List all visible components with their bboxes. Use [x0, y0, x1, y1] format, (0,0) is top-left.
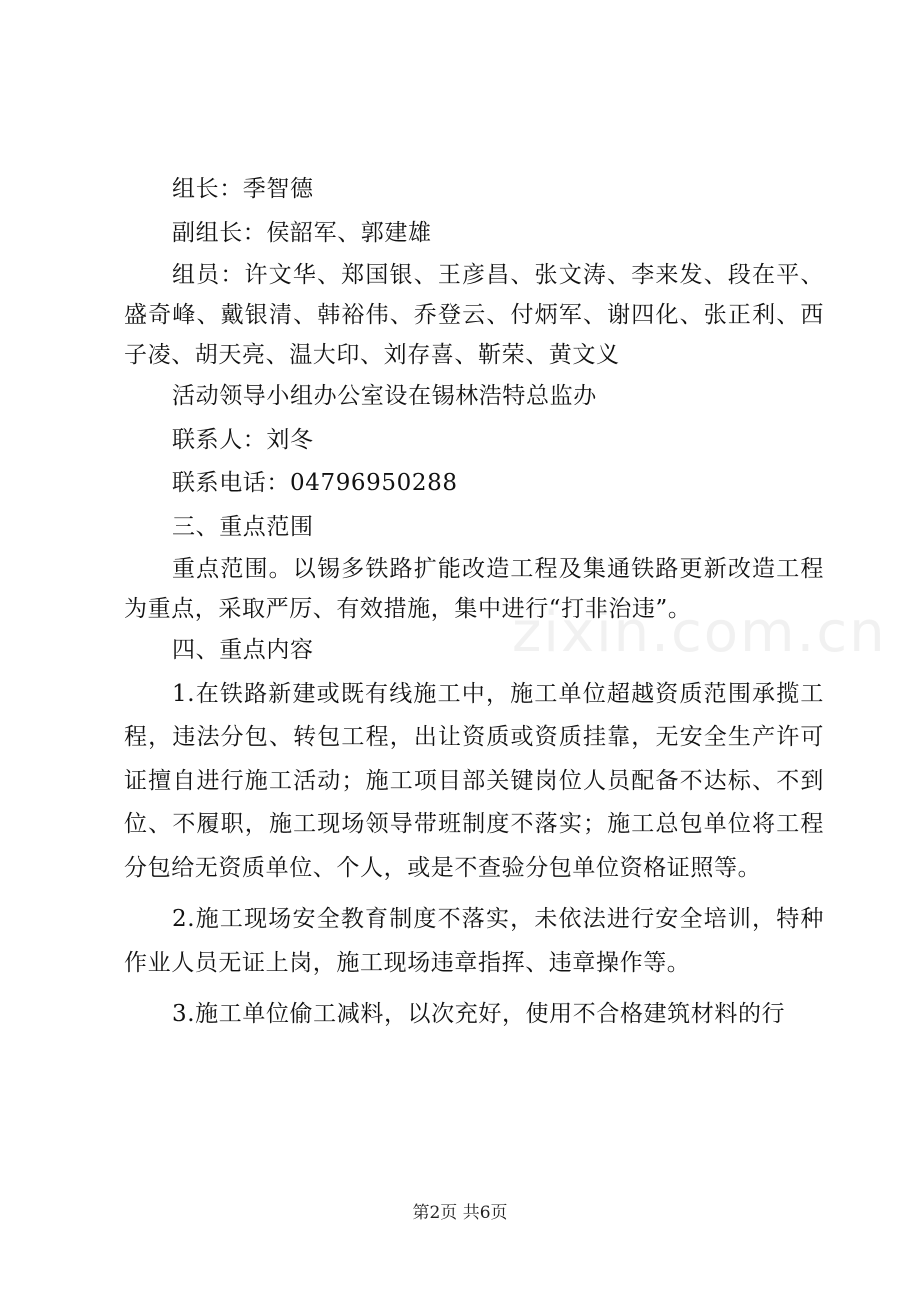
- paragraph-item-3: 3.施工单位偷工减料，以次充好，使用不合格建筑材料的行: [172, 1001, 786, 1027]
- watermark-text: zixin.com.cn: [512, 600, 887, 665]
- document-body: [124, 168, 824, 1037]
- paragraph-scope: 重点范围。以锡多铁路扩能改造工程及集通铁路更新改造工程为重点，采取严厉、有效措施，集中进行“打非治违”。: [124, 556, 824, 622]
- page-footer: 第2页 共6页: [412, 1203, 508, 1223]
- paragraph-deputy-leader: 副组长：侯韶军、郭建雄: [172, 219, 432, 246]
- paragraph-item-1: 1.在铁路新建或既有线施工中，施工单位超越资质范围承揽工程，违法分包、转包工程，出让资质或资质挂靠，无安全生产许可证擅自进行施工活动；施工项目部关键岗位人员配备不达标、不到位、不履职，施工现场领导带班制度不落实；施工总包单位将工程分包给无资质单位、个人，或是不查验分包单位资格证照等。: [124, 680, 824, 881]
- section-heading-content: 四、重点内容: [172, 637, 314, 663]
- paragraph-item-2: 2.施工现场安全教育制度不落实，未依法进行安全培训，特种作业人员无证上岗，施工现场违章指挥、违章操作等。: [124, 906, 824, 976]
- paragraph-office: 活动领导小组办公室设在锡林浩特总监办: [172, 383, 597, 409]
- paragraph-contact-phone: 联系电话：04796950288: [172, 470, 458, 496]
- paragraph-leader: 组长：季智德: [172, 176, 314, 202]
- section-heading-scope: 三、重点范围: [172, 513, 314, 540]
- paragraph-members: 组员：许文华、郑国银、王彦昌、张文涛、李来发、段在平、盛奇峰、戴银清、韩裕伟、乔登云、付炳军、谢四化、张正利、西子凌、胡天亮、温大印、刘存喜、靳荣、黄文义: [124, 262, 824, 368]
- paragraph-contact-person: 联系人：刘冬: [172, 426, 314, 453]
